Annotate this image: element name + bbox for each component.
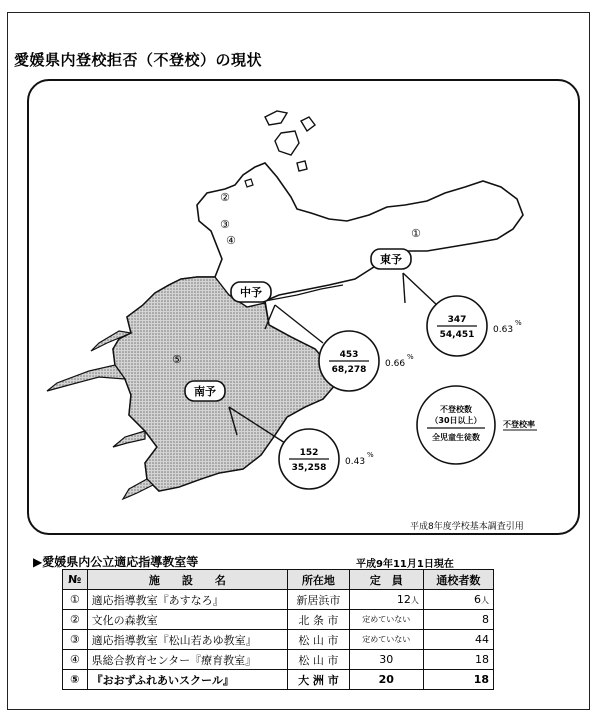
row-capacity [349, 590, 423, 610]
nanyo-peninsula [123, 479, 153, 499]
leader-line-toyo [403, 273, 439, 307]
island [245, 179, 253, 187]
row-location: 新居浜市 [288, 590, 350, 610]
header-no: № [63, 570, 88, 590]
ratio-denominator-toyo: 54,451 [439, 330, 475, 340]
marker-5: ⑤ [172, 353, 182, 366]
row-capacity: 20 [349, 670, 423, 690]
region-label-toyo: 東予 [380, 253, 402, 266]
row-no: ① [63, 590, 88, 610]
row-name: 県総合教育センター『療育教室』 [87, 650, 288, 670]
ratio-denominator-nanyo: 35,258 [291, 463, 327, 473]
table-row [63, 670, 494, 690]
facilities-title: ▶愛媛県内公立適応指導教室等 [33, 555, 199, 569]
row-students: 44 [423, 630, 493, 650]
island [275, 131, 299, 155]
row-name: 適応指導教室『あすなろ』 [87, 590, 288, 610]
region-label-nanyo: 南予 [194, 385, 216, 398]
marker-1: ① [411, 227, 421, 240]
row-no: ③ [63, 630, 88, 650]
header-name: 施 設 名 [87, 570, 288, 590]
ratio-numerator-nanyo: 152 [299, 448, 319, 458]
legend-side: 不登校率 [503, 420, 535, 429]
marker-3: ③ [220, 218, 230, 231]
header-capacity: 定 員 [349, 570, 423, 590]
island [297, 161, 307, 171]
marker-4: ④ [226, 234, 236, 247]
row-location: 松 山 市 [288, 630, 350, 650]
island [301, 117, 315, 131]
ratio-numerator-toyo: 347 [447, 315, 467, 325]
ehime-map [27, 79, 580, 535]
row-location: 松 山 市 [288, 650, 350, 670]
header-location: 所在地 [288, 570, 350, 590]
legend-circle [417, 386, 495, 464]
row-students [423, 590, 493, 610]
table-row [63, 650, 494, 670]
row-capacity: 30 [349, 650, 423, 670]
ratio-pct-chuyo: 0.66 [385, 359, 406, 369]
row-name: 『おおずふれあいスクール』 [87, 670, 288, 690]
facilities-date: 平成9年11月1日現在 [356, 559, 454, 570]
ratio-denominator-chuyo: 68,278 [331, 365, 367, 375]
row-no: ② [63, 610, 88, 630]
ratio-numerator-chuyo: 453 [339, 350, 359, 360]
island [265, 111, 287, 125]
map-source-note: 平成8年度学校基本調査引用 [410, 522, 524, 532]
table-row [63, 610, 494, 630]
facilities-table [62, 569, 494, 690]
students-unit: 人 [481, 596, 489, 605]
capacity-unit: 人 [410, 596, 419, 605]
ratio-pct-nanyo: 0.43 [345, 457, 366, 467]
nanyo-peninsula [113, 431, 145, 447]
legend-line1: 不登校数 [440, 405, 472, 414]
table-header-row [63, 570, 494, 590]
row-location: 北 条 市 [288, 610, 350, 630]
map-svg [29, 81, 580, 535]
row-no: ⑤ [63, 670, 88, 690]
row-capacity: 定めていない [349, 630, 423, 650]
row-capacity: 定めていない [349, 610, 423, 630]
capacity-value: 12 [396, 593, 411, 606]
ratio-pct-toyo: 0.63 [493, 325, 514, 335]
row-students: 18 [423, 650, 493, 670]
legend-line3: 全児童生徒数 [432, 433, 480, 442]
legend-line2: （30日以上） [430, 416, 482, 425]
page-title: 愛媛県内登校拒否（不登校）の現状 [14, 51, 263, 69]
row-students: 8 [423, 610, 493, 630]
row-name: 文化の森教室 [87, 610, 288, 630]
marker-2: ② [220, 191, 230, 204]
students-value: 6 [474, 593, 481, 606]
ratio-pct-unit-toyo: % [515, 319, 522, 327]
row-name: 適応指導教室『松山若あゆ教室』 [87, 630, 288, 650]
row-location: 大 洲 市 [288, 670, 350, 690]
table-row [63, 630, 494, 650]
row-no: ④ [63, 650, 88, 670]
table-row [63, 590, 494, 610]
leader-line-toyo [403, 273, 405, 303]
header-students: 通校者数 [423, 570, 493, 590]
row-students: 18 [423, 670, 493, 690]
nanyo-peninsula [47, 365, 125, 391]
region-label-chuyo: 中予 [240, 286, 262, 299]
ratio-pct-unit-nanyo: % [367, 451, 374, 459]
ratio-pct-unit-chuyo: % [407, 353, 414, 361]
